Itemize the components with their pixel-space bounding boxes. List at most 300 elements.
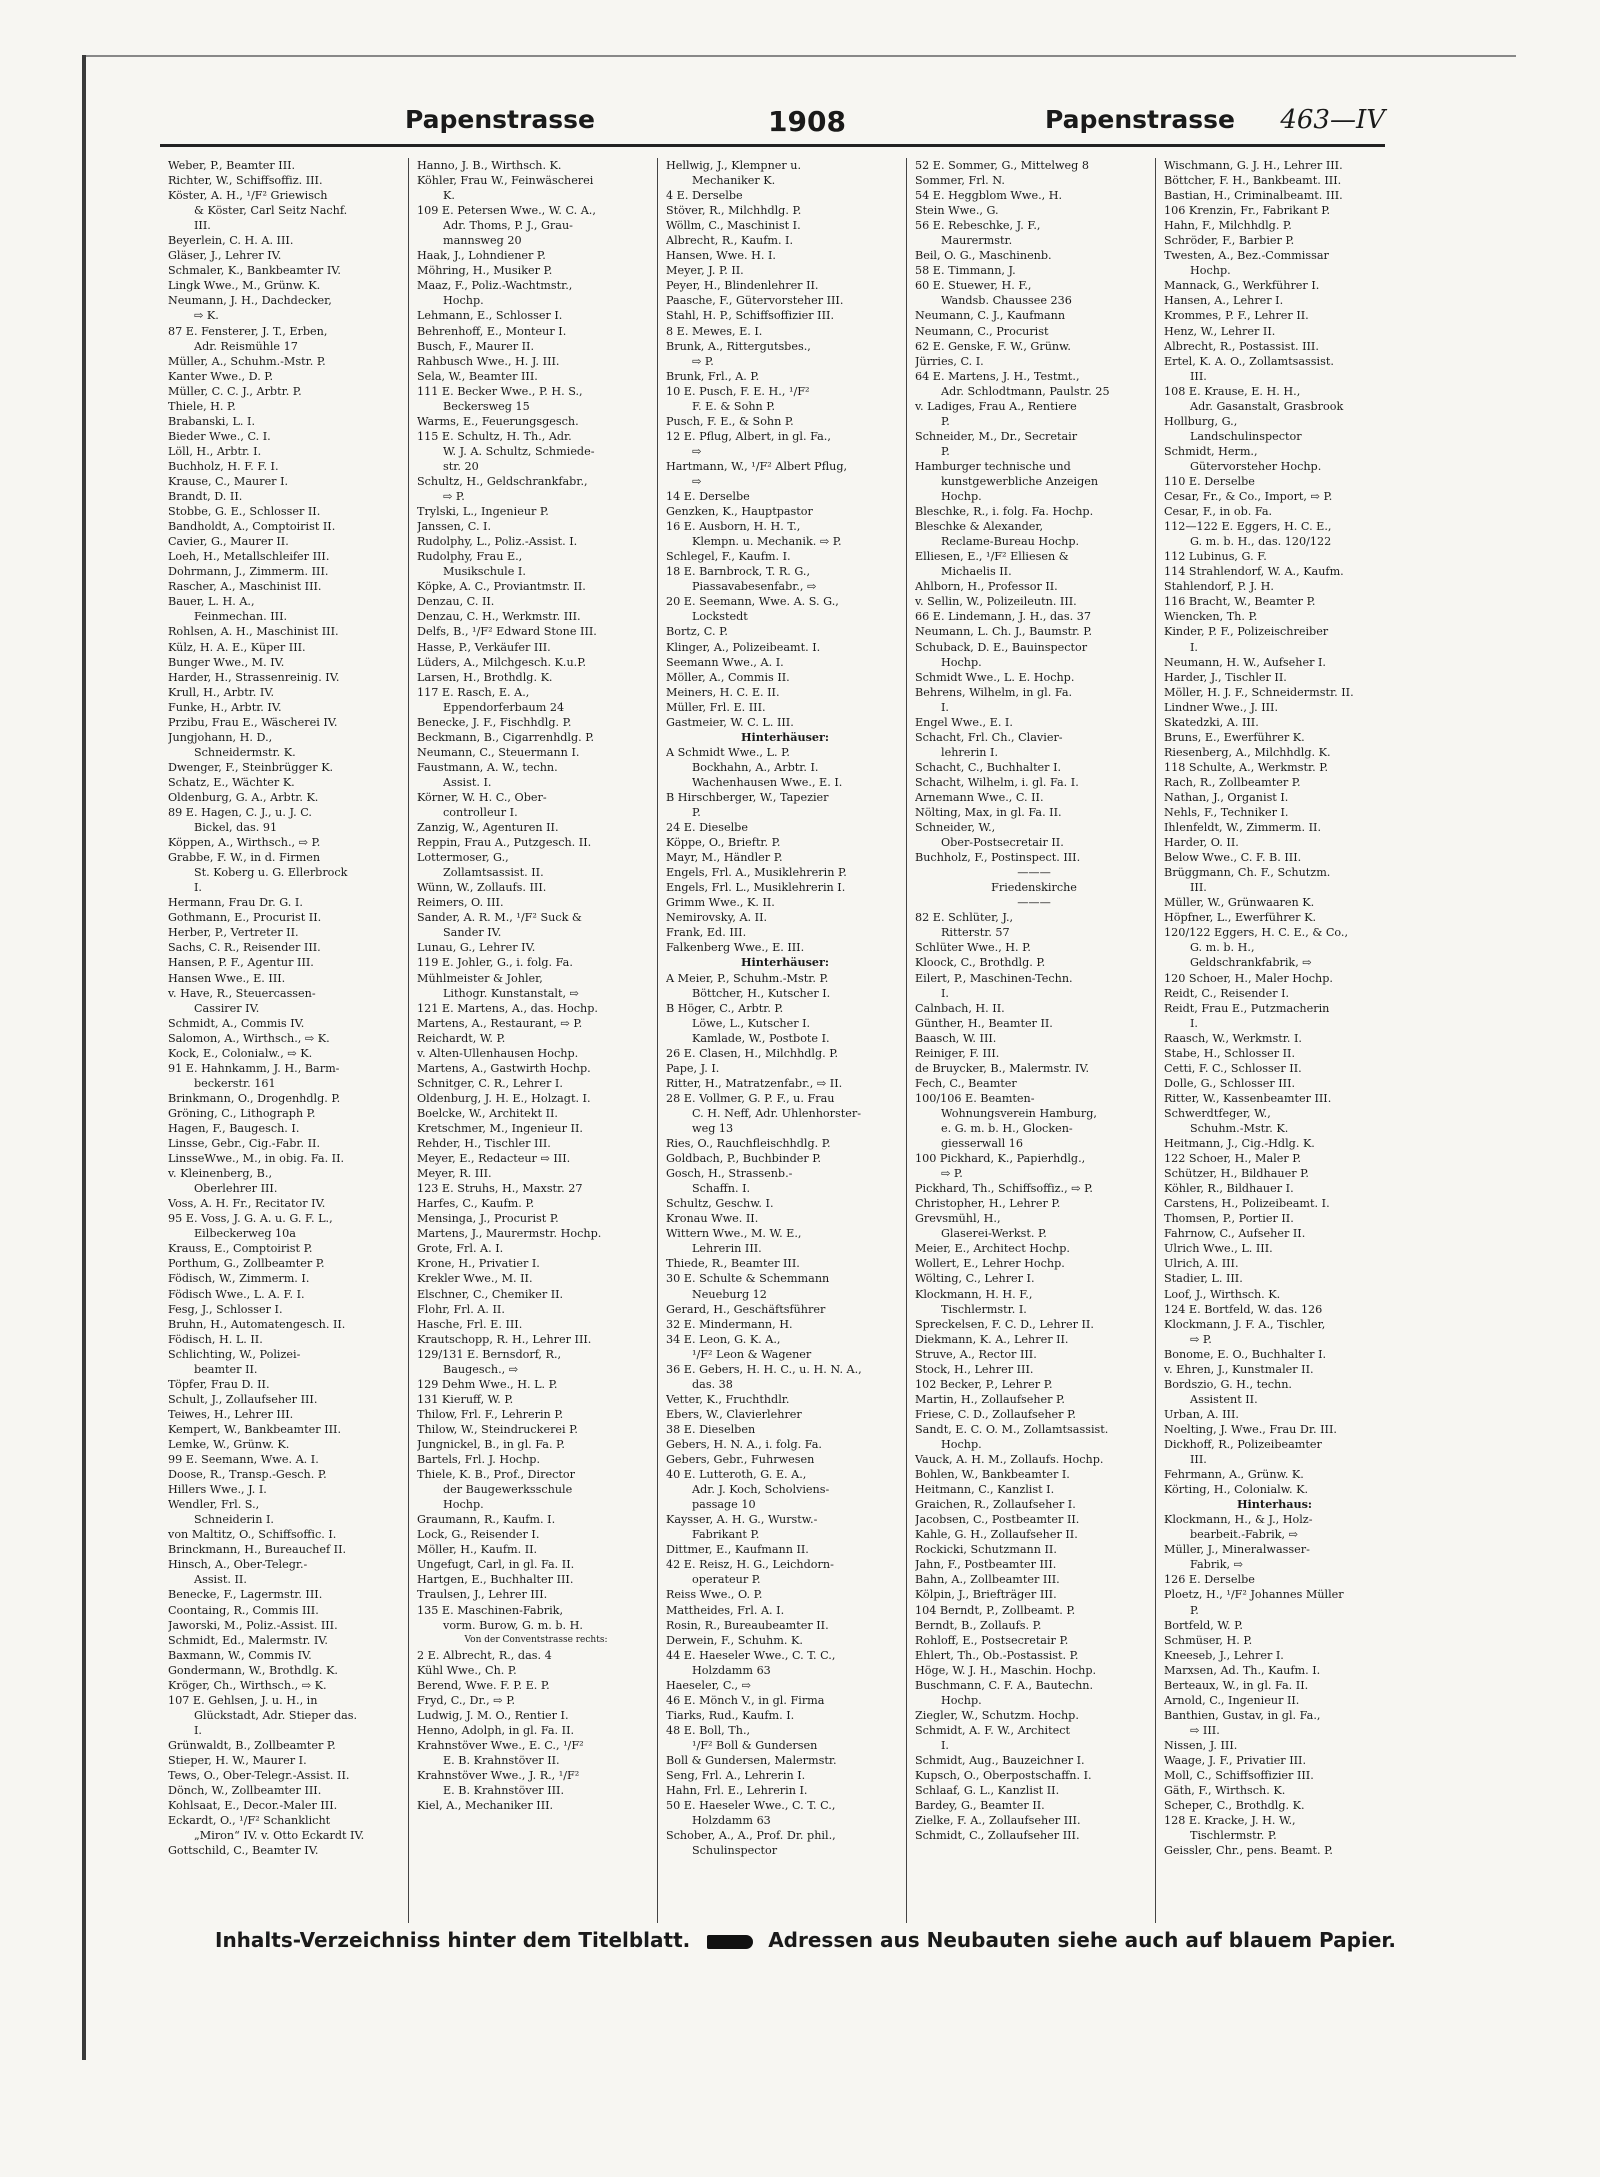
directory-entry: 112—122 E. Eggers, H. C. E.,: [1164, 520, 1332, 534]
directory-entry: 120/122 Eggers, H. C. E., & Co.,: [1164, 926, 1349, 940]
directory-entry: Böttcher, H., Kutscher I.: [692, 986, 831, 1000]
directory-entry: Gosch, H., Strassenb.-: [666, 1167, 793, 1181]
directory-entry: Schulinspector: [692, 1844, 778, 1858]
directory-entry: Ulrich, A. III.: [1164, 1257, 1239, 1271]
directory-entry: Faustmann, A. W., techn.: [417, 760, 558, 774]
directory-entry: P.: [941, 444, 950, 458]
directory-entry: Mannack, G., Werkführer I.: [1164, 279, 1320, 293]
directory-entry: Linsse, Gebr., Cig.-Fabr. II.: [168, 1137, 321, 1151]
directory-entry: Schultz, Geschw. I.: [666, 1197, 774, 1211]
directory-entry: Gläser, J., Lehrer IV.: [168, 249, 282, 263]
directory-entry: Schnitger, C. R., Lehrer I.: [417, 1076, 563, 1090]
directory-entry: 14 E. Derselbe: [666, 490, 750, 504]
directory-entry: Thilow, W., Steindruckerei P.: [417, 1422, 578, 1436]
directory-entry: Albrecht, R., Postassist. III.: [1164, 339, 1319, 353]
directory-entry: 52 E. Sommer, G., Mittelweg 8: [915, 159, 1089, 172]
directory-entry: Neumann, J. H., Dachdecker,: [168, 294, 332, 308]
directory-entry: 32 E. Mindermann, H.: [666, 1317, 793, 1331]
directory-entry: Mayr, M., Händler P.: [666, 851, 783, 865]
directory-entry: C. H. Neff, Adr. Uhlenhorster-: [692, 1106, 861, 1120]
directory-entry: Goldbach, P., Buchbinder P.: [666, 1152, 822, 1166]
directory-entry: Kiel, A., Mechaniker III.: [417, 1799, 554, 1813]
directory-entry: E. B. Krahnstöver III.: [443, 1784, 565, 1798]
directory-entry: Löll, H., Arbtr. I.: [168, 444, 262, 458]
directory-entry: Michaelis II.: [941, 565, 1012, 579]
directory-entry: A Schmidt Wwe., L. P.: [666, 745, 790, 759]
directory-entry: str. 20: [443, 459, 479, 473]
directory-entry: Mechaniker K.: [692, 174, 776, 188]
directory-entry: 12 E. Pflug, Albert, in gl. Fa.,: [666, 429, 831, 443]
directory-entry: Reclame-Bureau Hochp.: [941, 535, 1080, 549]
directory-entry: Lingk Wwe., M., Grünw. K.: [168, 279, 321, 293]
directory-entry: Lüders, A., Milchgesch. K.u.P.: [417, 655, 587, 669]
directory-entry: Grabbe, F. W., in d. Firmen: [168, 851, 321, 865]
directory-entry: Gebers, H. N. A., i. folg. Fa.: [666, 1437, 822, 1451]
directory-entry: Seng, Frl. A., Lehrerin I.: [666, 1769, 806, 1783]
directory-entry: Twesten, A., Bez.-Commissar: [1164, 249, 1329, 263]
directory-entry: Hochp.: [941, 1693, 982, 1707]
directory-entry: Schlichting, W., Polizei-: [168, 1347, 301, 1361]
directory-entry: Voss, A. H. Fr., Recitator IV.: [168, 1197, 326, 1211]
directory-entry: Pickhard, Th., Schiffsoffiz., ⇨ P.: [915, 1182, 1093, 1196]
directory-entry: 64 E. Martens, J. H., Testmt.,: [915, 369, 1080, 383]
directory-entry: Gebers, Gebr., Fuhrwesen: [666, 1453, 815, 1467]
directory-entry: Brabanski, L. I.: [168, 414, 256, 428]
directory-entry: Bortz, C. P.: [666, 625, 728, 639]
directory-entry: Rehder, H., Tischler III.: [417, 1137, 551, 1151]
directory-entry: Brinckmann, H., Bureauchef II.: [168, 1543, 347, 1557]
directory-entry: Waage, J. F., Privatier III.: [1164, 1753, 1307, 1767]
directory-entry: Cassirer IV.: [194, 1001, 260, 1015]
directory-entry: Reppin, Frau A., Putzgesch. II.: [417, 836, 592, 850]
directory-entry: Hansen, Wwe. H. I.: [666, 249, 776, 263]
directory-entry: Zollamtsassist. II.: [443, 866, 544, 880]
directory-entry: Höge, W. J. H., Maschin. Hochp.: [915, 1663, 1097, 1677]
directory-entry: Bastian, H., Criminalbeamt. III.: [1164, 189, 1343, 203]
directory-entry: Berend, Wwe. F. P. E. P.: [417, 1678, 550, 1692]
directory-entry: Harder, H., Strassenreinig. IV.: [168, 670, 340, 684]
directory-entry: Glückstadt, Adr. Stieper das.: [194, 1708, 358, 1722]
directory-entry: Brüggmann, Ch. F., Schutzm.: [1164, 866, 1331, 880]
directory-entry: Fehrmann, A., Grünw. K.: [1164, 1468, 1304, 1482]
directory-entry: Schmidt, Ed., Malermstr. IV.: [168, 1633, 328, 1647]
scan-edge-left: [82, 55, 86, 2060]
directory-entry: 124 E. Bortfeld, W. das. 126: [1164, 1302, 1323, 1316]
directory-entry: Boll & Gundersen, Malermstr.: [666, 1753, 837, 1767]
directory-entry: Höpfner, L., Ewerführer K.: [1164, 911, 1316, 925]
directory-entry: Schacht, C., Buchhalter I.: [915, 760, 1062, 774]
directory-entry: G. m. b. H.,: [1190, 941, 1255, 955]
directory-entry: Denzau, C. H., Werkmstr. III.: [417, 610, 581, 624]
directory-entry: Elschner, C., Chemiker II.: [417, 1287, 564, 1301]
directory-entry: Dolle, G., Schlosser III.: [1164, 1076, 1296, 1090]
directory-entry: 60 E. Stuewer, H. F.,: [915, 279, 1032, 293]
directory-entry: 106 Krenzin, Fr., Fabrikant P.: [1164, 204, 1331, 218]
directory-entry: Bahn, A., Zollbeamter III.: [915, 1573, 1060, 1587]
directory-entry: beamter II.: [194, 1362, 258, 1376]
directory-entry: Hahn, F., Milchhdlg. P.: [1164, 219, 1292, 233]
directory-entry: Krull, H., Arbtr. IV.: [168, 685, 275, 699]
directory-entry: 16 E. Ausborn, H. H. T.,: [666, 520, 801, 534]
directory-entry: Hansen, P. F., Agentur III.: [168, 956, 314, 970]
directory-entry: Stöver, R., Milchhdlg. P.: [666, 204, 802, 218]
scan-edge-top: [86, 55, 1516, 57]
directory-entry: Klockmann, J. F. A., Tischler,: [1164, 1317, 1326, 1331]
directory-entry: Heitmann, J., Cig.-Hdlg. K.: [1164, 1137, 1315, 1151]
directory-entry: Wandsb. Chaussee 236: [941, 294, 1072, 308]
directory-entry: Stadier, L. III.: [1164, 1272, 1243, 1286]
directory-entry: Födisch Wwe., L. A. F. I.: [168, 1287, 305, 1301]
directory-entry: Kneeseb, J., Lehrer I.: [1164, 1648, 1284, 1662]
directory-entry: Hansen Wwe., E. III.: [168, 971, 286, 985]
directory-entry: III.: [1190, 1453, 1207, 1467]
directory-entry: Cavier, G., Maurer II.: [168, 535, 289, 549]
directory-entry: Loeh, H., Metallschleifer III.: [168, 550, 330, 564]
directory-entry: Müller, A., Schuhm.-Mstr. P.: [168, 354, 326, 368]
directory-entry: Brunk, A., Rittergutsbes.,: [666, 339, 811, 353]
footer-index-note: Inhalts-Verzeichniss hinter dem Titelblatt.: [215, 1928, 691, 1952]
directory-entry: Hartmann, W., ¹/F² Albert Pflug,: [666, 459, 848, 473]
column-2: [417, 158, 655, 1923]
directory-entry: 82 E. Schlüter, J.,: [915, 911, 1014, 925]
directory-entry: Rockicki, Schutzmann II.: [915, 1543, 1057, 1557]
directory-entry: Baasch, W. III.: [915, 1031, 997, 1045]
directory-entry: Brandt, D. II.: [168, 490, 243, 504]
directory-entry: Glaserei-Werkst. P.: [941, 1227, 1047, 1241]
directory-entry: Oldenburg, J. H. E., Holzagt. I.: [417, 1091, 591, 1105]
directory-entry: Schneider, M., Dr., Secretair: [915, 429, 1078, 443]
directory-entry: 115 E. Schultz, H. Th., Adr.: [417, 429, 572, 443]
directory-entry: Oberlehrer III.: [194, 1182, 278, 1196]
directory-entry: Maurermstr.: [941, 234, 1013, 248]
directory-entry: 100 Pickhard, K., Papierhdlg.,: [915, 1152, 1086, 1166]
directory-entry: Thilow, Frl. F., Lehrerin P.: [417, 1407, 564, 1421]
directory-entry: Bockhahn, A., Arbtr. I.: [692, 760, 819, 774]
directory-entry: Nemirovsky, A. II.: [666, 911, 768, 925]
directory-entry: Stahl, H. P., Schiffsoffizier III.: [666, 309, 834, 323]
directory-entry: 56 E. Rebeschke, J. F.,: [915, 219, 1041, 233]
directory-entry: I.: [941, 1738, 949, 1752]
directory-entry: Meyer, J. P. II.: [666, 264, 744, 278]
directory-entry: ———: [1017, 866, 1051, 880]
directory-entry: Schmidt, Aug., Bauzeichner I.: [915, 1753, 1085, 1767]
directory-entry: Ulrich Wwe., L. III.: [1164, 1242, 1273, 1256]
directory-entry: K.: [443, 189, 455, 203]
directory-entry: Kröger, Ch., Wirthsch., ⇨ K.: [168, 1678, 327, 1692]
directory-entry: 66 E. Lindemann, J. H., das. 37: [915, 610, 1091, 624]
directory-entry: Meyer, E., Redacteur ⇨ III.: [417, 1152, 571, 1166]
directory-entry: Piassavabesenfabr., ⇨: [692, 580, 817, 594]
directory-entry: lehrerin I.: [941, 745, 999, 759]
directory-entry: Rach, R., Zollbeamter P.: [1164, 775, 1301, 789]
column-separator: [1155, 158, 1156, 1923]
directory-entry: Stieper, H. W., Maurer I.: [168, 1753, 307, 1767]
directory-entry: Möhring, H., Musiker P.: [417, 264, 553, 278]
directory-entry: Holzdamm 63: [692, 1663, 771, 1677]
pointing-hand-icon: [707, 1935, 753, 1949]
directory-entry: Harder, J., Tischler II.: [1164, 670, 1287, 684]
directory-entry: bearbeit.-Fabrik, ⇨: [1190, 1528, 1299, 1542]
directory-entry: Kinder, P. F., Polizeischreiber: [1164, 625, 1329, 639]
directory-entry: Schlegel, F., Kaufm. I.: [666, 550, 791, 564]
directory-entry: Przibu, Frau E., Wäscherei IV.: [168, 715, 338, 729]
directory-entry: Schmidt, A., Commis IV.: [168, 1016, 305, 1030]
directory-entry: 95 E. Voss, J. G. A. u. G. F. L.,: [168, 1212, 333, 1226]
directory-entry: Dittmer, E., Kaufmann II.: [666, 1543, 809, 1557]
directory-entry: Hollburg, G.,: [1164, 414, 1238, 428]
directory-entry: Ploetz, H., ¹/F² Johannes Müller: [1164, 1588, 1344, 1602]
directory-entry: Gastmeier, W. C. L. III.: [666, 715, 794, 729]
directory-entry: Beil, O. G., Maschinenb.: [915, 249, 1052, 263]
header-street-left: Papenstrasse: [405, 105, 595, 134]
directory-entry: Schmidt, C., Zollaufseher III.: [915, 1829, 1080, 1843]
directory-entry: Martin, H., Zollaufseher P.: [915, 1392, 1065, 1406]
directory-entry: Behrenhoff, E., Monteur I.: [417, 324, 567, 338]
directory-entry: Schuhm.-Mstr. K.: [1190, 1122, 1289, 1135]
directory-entry: 2 E. Albrecht, R., das. 4: [417, 1648, 552, 1662]
directory-entry: Hansen, A., Lehrer I.: [1164, 294, 1284, 308]
directory-entry: Meiners, H. C. E. II.: [666, 685, 780, 699]
directory-entry: Lehmann, E., Schlosser I.: [417, 309, 563, 323]
directory-entry: Reiss Wwe., O. P.: [666, 1588, 763, 1602]
directory-entry: Lock, G., Reisender I.: [417, 1528, 540, 1542]
directory-entry: Feinmechan. III.: [194, 610, 288, 624]
directory-entry: Stobbe, G. E., Schlosser II.: [168, 505, 321, 519]
directory-entry: Krahnstöver Wwe., E. C., ¹/F²: [417, 1738, 584, 1752]
directory-entry: Teiwes, H., Lehrer III.: [168, 1407, 294, 1421]
directory-entry: Jacobsen, C., Postbeamter II.: [915, 1513, 1080, 1527]
directory-entry: Spreckelsen, F. C. D., Lehrer II.: [915, 1317, 1094, 1331]
directory-entry: Rascher, A., Maschinist III.: [168, 580, 322, 594]
directory-entry: Krahnstöver Wwe., J. R., ¹/F²: [417, 1769, 580, 1783]
directory-entry: B Höger, C., Arbtr. P.: [666, 1001, 784, 1015]
directory-entry: 118 Schulte, A., Werkmstr. P.: [1164, 760, 1329, 774]
directory-entry: v. Alten-Ullenhausen Hochp.: [417, 1046, 579, 1060]
directory-entry: Diekmann, K. A., Lehrer II.: [915, 1332, 1069, 1346]
directory-entry: Sander IV.: [443, 926, 502, 940]
directory-entry: F. E. & Sohn P.: [692, 399, 776, 413]
directory-entry: Calnbach, H. II.: [915, 1001, 1005, 1015]
column-5: [1164, 158, 1385, 1923]
directory-entry: Thiele, K. B., Prof., Director: [417, 1468, 575, 1482]
directory-entry: Hochp.: [443, 294, 484, 308]
directory-entry: v. Kleinenberg, B.,: [168, 1167, 273, 1181]
directory-entry: Kronau Wwe. II.: [666, 1212, 759, 1226]
footer-newbuild-note: Adressen aus Neubauten siehe auch auf blauem Papier.: [768, 1928, 1397, 1952]
directory-entry: Delfs, B., ¹/F² Edward Stone III.: [417, 625, 597, 639]
directory-entry: beckerstr. 161: [194, 1076, 276, 1090]
directory-entry: Neumann, L. Ch. J., Baumstr. P.: [915, 625, 1093, 639]
directory-entry: Ahlborn, H., Professor II.: [915, 580, 1058, 594]
directory-entry: Funke, H., Arbtr. IV.: [168, 700, 282, 714]
directory-entry: Jungjohann, H. D.,: [168, 730, 273, 744]
directory-entry: 30 E. Schulte & Schemmann: [666, 1272, 830, 1286]
directory-entry: Wölting, C., Lehrer I.: [915, 1272, 1035, 1286]
directory-entry: Schlaaf, G. L., Kanzlist II.: [915, 1784, 1060, 1798]
directory-entry: Adr. Gasanstalt, Grasbrook: [1190, 399, 1344, 413]
directory-entry: Dickhoff, R., Polizeibeamter: [1164, 1437, 1322, 1451]
directory-entry: Cesar, F., in ob. Fa.: [1164, 505, 1273, 519]
directory-entry: Genzken, K., Hauptpastor: [666, 505, 813, 519]
directory-entry: Böttcher, F. H., Bankbeamt. III.: [1164, 174, 1342, 188]
directory-entry: Rohlsen, A. H., Maschinist III.: [168, 625, 339, 639]
directory-entry: Wohnungsverein Hamburg,: [941, 1106, 1097, 1120]
directory-entry: St. Koberg u. G. Ellerbrock: [194, 866, 348, 880]
directory-entry: Dwenger, F., Steinbrügger K.: [168, 760, 334, 774]
directory-entry: Wachenhausen Wwe., E. I.: [692, 775, 843, 789]
directory-entry: ⇨ K.: [194, 309, 219, 323]
directory-entry: Hochp.: [1190, 264, 1231, 278]
directory-entry: Haak, J., Lohndiener P.: [417, 249, 546, 263]
directory-columns: [160, 158, 1385, 1923]
directory-entry: Rahbusch Wwe., H. J. III.: [417, 354, 560, 368]
directory-entry: III.: [194, 219, 211, 233]
directory-entry: 87 E. Fensterer, J. T., Erben,: [168, 324, 328, 338]
directory-entry: Sachs, C. R., Reisender III.: [168, 941, 321, 955]
directory-entry: Wendler, Frl. S.,: [168, 1498, 260, 1512]
directory-entry: Henno, Adolph, in gl. Fa. II.: [417, 1723, 575, 1737]
directory-entry: Martens, A., Gastwirth Hochp.: [417, 1061, 591, 1075]
directory-entry: Kretschmer, M., Ingenieur II.: [417, 1122, 583, 1135]
directory-entry: 42 E. Reisz, H. G., Leichdorn-: [666, 1558, 834, 1572]
directory-entry: Mattheides, Frl. A. I.: [666, 1603, 785, 1617]
directory-entry: Adr. Schlodtmann, Paulstr. 25: [941, 384, 1110, 398]
directory-entry: v. Have, R., Steuercassen-: [168, 986, 316, 1000]
directory-entry: Grimm Wwe., K. II.: [666, 896, 775, 910]
directory-entry: Bauer, L. H. A.,: [168, 595, 255, 609]
directory-entry: I.: [941, 700, 949, 714]
directory-entry: Bunger Wwe., M. IV.: [168, 655, 285, 669]
directory-entry: Reidt, Frau E., Putzmacherin: [1164, 1001, 1330, 1015]
directory-entry: 34 E. Leon, G. K. A.,: [666, 1332, 781, 1346]
directory-entry: 109 E. Petersen Wwe., W. C. A.,: [417, 204, 596, 218]
directory-entry: Ebers, W., Clavierlehrer: [666, 1407, 802, 1421]
directory-entry: Coontaing, R., Commis III.: [168, 1603, 319, 1617]
directory-entry: Hartgen, E., Buchhalter III.: [417, 1573, 574, 1587]
directory-entry: Jungnickel, B., in gl. Fa. P.: [417, 1437, 565, 1451]
directory-entry: Klockmann, H., & J., Holz-: [1164, 1513, 1313, 1527]
directory-entry: Fabrik, ⇨: [1190, 1558, 1244, 1572]
directory-entry: Harfes, C., Kaufm. P.: [417, 1197, 535, 1211]
directory-entry: Rudolphy, Frau E.,: [417, 550, 523, 564]
directory-entry: Bortfeld, W. P.: [1164, 1618, 1243, 1632]
column-1: [168, 158, 406, 1923]
directory-entry: Lockstedt: [692, 610, 748, 624]
directory-entry: Neueburg 12: [692, 1287, 767, 1301]
directory-entry: Thiele, H. P.: [168, 399, 236, 413]
directory-entry: Brinkmann, O., Drogenhdlg. P.: [168, 1091, 341, 1105]
directory-entry: Bickel, das. 91: [194, 821, 278, 835]
directory-entry: Ihlenfeldt, W., Zimmerm. II.: [1164, 821, 1321, 835]
directory-entry: Lemke, W., Grünw. K.: [168, 1437, 290, 1451]
directory-entry: 116 Bracht, W., Beamter P.: [1164, 595, 1316, 609]
directory-entry: de Bruycker, B., Malermstr. IV.: [915, 1061, 1090, 1075]
directory-entry: 24 E. Dieselbe: [666, 821, 748, 835]
directory-entry: v. Sellin, W., Polizeileutn. III.: [915, 595, 1077, 609]
directory-entry: Scheper, C., Brothdlg. K.: [1164, 1799, 1305, 1813]
directory-entry: Friedenskirche: [991, 881, 1077, 895]
directory-entry: Wöllm, C., Maschinist I.: [666, 219, 801, 233]
directory-entry: Graichen, R., Zollaufseher I.: [915, 1498, 1076, 1512]
directory-entry: Porthum, G., Zollbeamter P.: [168, 1257, 325, 1271]
directory-entry: Traulsen, J., Lehrer III.: [417, 1588, 548, 1602]
directory-entry: Köhler, Frau W., Feinwäscherei: [417, 174, 594, 188]
directory-entry: Mensinga, J., Procurist P.: [417, 1212, 559, 1226]
directory-entry: Urban, A. III.: [1164, 1407, 1239, 1421]
directory-entry: LinsseWwe., M., in obig. Fa. II.: [168, 1152, 345, 1166]
directory-entry: ———: [1017, 896, 1051, 910]
directory-entry: Adr. Thoms, P. J., Grau-: [443, 219, 573, 233]
directory-entry: Schmidt Wwe., L. E. Hochp.: [915, 670, 1075, 684]
directory-entry: Jahn, F., Postbeamter III.: [915, 1558, 1057, 1572]
directory-entry: 126 E. Derselbe: [1164, 1573, 1255, 1587]
directory-entry: Beckmann, B., Cigarrenhdlg. P.: [417, 730, 595, 744]
directory-entry: Eckardt, O., ¹/F² Schanklicht: [168, 1814, 331, 1828]
directory-entry: Buchholz, H. F. F. I.: [168, 459, 279, 473]
directory-entry: Hinterhäuser:: [740, 955, 830, 970]
directory-entry: Nehls, F., Techniker I.: [1164, 806, 1289, 820]
directory-entry: Hermann, Frau Dr. G. I.: [168, 896, 303, 910]
directory-entry: Tischlermstr. P.: [1190, 1829, 1277, 1843]
directory-entry: vorm. Burow, G. m. b. H.: [443, 1618, 583, 1632]
directory-entry: Gottschild, C., Beamter IV.: [168, 1844, 319, 1858]
directory-entry: v. Ehren, J., Kunstmaler II.: [1164, 1362, 1314, 1376]
directory-entry: Bieder Wwe., C. I.: [168, 429, 271, 443]
directory-entry: Engels, Frl. A., Musiklehrerin P.: [666, 866, 847, 880]
directory-entry: kunstgewerbliche Anzeigen: [941, 474, 1099, 488]
directory-entry: Adr. Reismühle 17: [194, 339, 298, 353]
directory-entry: Hillers Wwe., J. I.: [168, 1483, 267, 1497]
directory-entry: 20 E. Seemann, Wwe. A. S. G.,: [666, 595, 839, 609]
directory-entry: Hochp.: [941, 655, 982, 669]
directory-entry: Külz, H. A. E., Küper III.: [168, 640, 306, 654]
directory-entry: Hasche, Frl. E. III.: [417, 1317, 523, 1331]
directory-entry: 89 E. Hagen, C. J., u. J. C.: [168, 806, 312, 820]
column-separator: [657, 158, 658, 1923]
directory-entry: 128 E. Kracke, J. H. W.,: [1164, 1814, 1296, 1828]
directory-entry: 104 Berndt, P., Zollbeamt. P.: [915, 1603, 1076, 1617]
directory-entry: Kaysser, A. H. G., Wurstw.-: [666, 1513, 818, 1527]
directory-entry: Köppen, A., Wirthsch., ⇨ P.: [168, 836, 321, 850]
directory-entry: Skatedzki, A. III.: [1164, 715, 1259, 729]
directory-entry: Pape, J. I.: [666, 1061, 720, 1075]
directory-entry: & Köster, Carl Seitz Nachf.: [194, 204, 348, 218]
directory-entry: Kölpin, J., Briefträger III.: [915, 1588, 1057, 1602]
directory-entry: Jürries, C. I.: [915, 354, 984, 368]
directory-entry: Köpke, A. C., Proviantmstr. II.: [417, 580, 586, 594]
directory-entry: Boelcke, W., Architekt II.: [417, 1106, 558, 1120]
header-year: 1908: [768, 105, 846, 138]
directory-entry: Haeseler, C., ⇨: [666, 1678, 752, 1692]
directory-entry: Engels, Frl. L., Musiklehrerin I.: [666, 881, 846, 895]
directory-entry: Frank, Ed. III.: [666, 926, 747, 940]
directory-entry: mannsweg 20: [443, 234, 522, 248]
directory-entry: W. J. A. Schultz, Schmiede-: [443, 444, 595, 458]
directory-entry: 4 E. Derselbe: [666, 189, 743, 203]
directory-entry: Dönch, W., Zollbeamter III.: [168, 1784, 322, 1798]
directory-entry: Larsen, H., Brothdlg. K.: [417, 670, 553, 684]
directory-entry: Assist. I.: [443, 775, 492, 789]
directory-entry: Noelting, J. Wwe., Frau Dr. III.: [1164, 1422, 1337, 1436]
directory-entry: I.: [194, 1723, 202, 1737]
directory-entry: Körting, H., Colonialw. K.: [1164, 1483, 1309, 1497]
directory-entry: 122 Schoer, H., Maler P.: [1164, 1152, 1302, 1166]
page-header: [150, 105, 1385, 145]
directory-entry: 26 E. Clasen, H., Milchhdlg. P.: [666, 1046, 839, 1060]
directory-entry: Kupsch, O., Oberpostschaffn. I.: [915, 1769, 1092, 1783]
directory-entry: Cesar, Fr., & Co., Import, ⇨ P.: [1164, 490, 1333, 504]
directory-entry: Eilbeckerweg 10a: [194, 1227, 296, 1241]
